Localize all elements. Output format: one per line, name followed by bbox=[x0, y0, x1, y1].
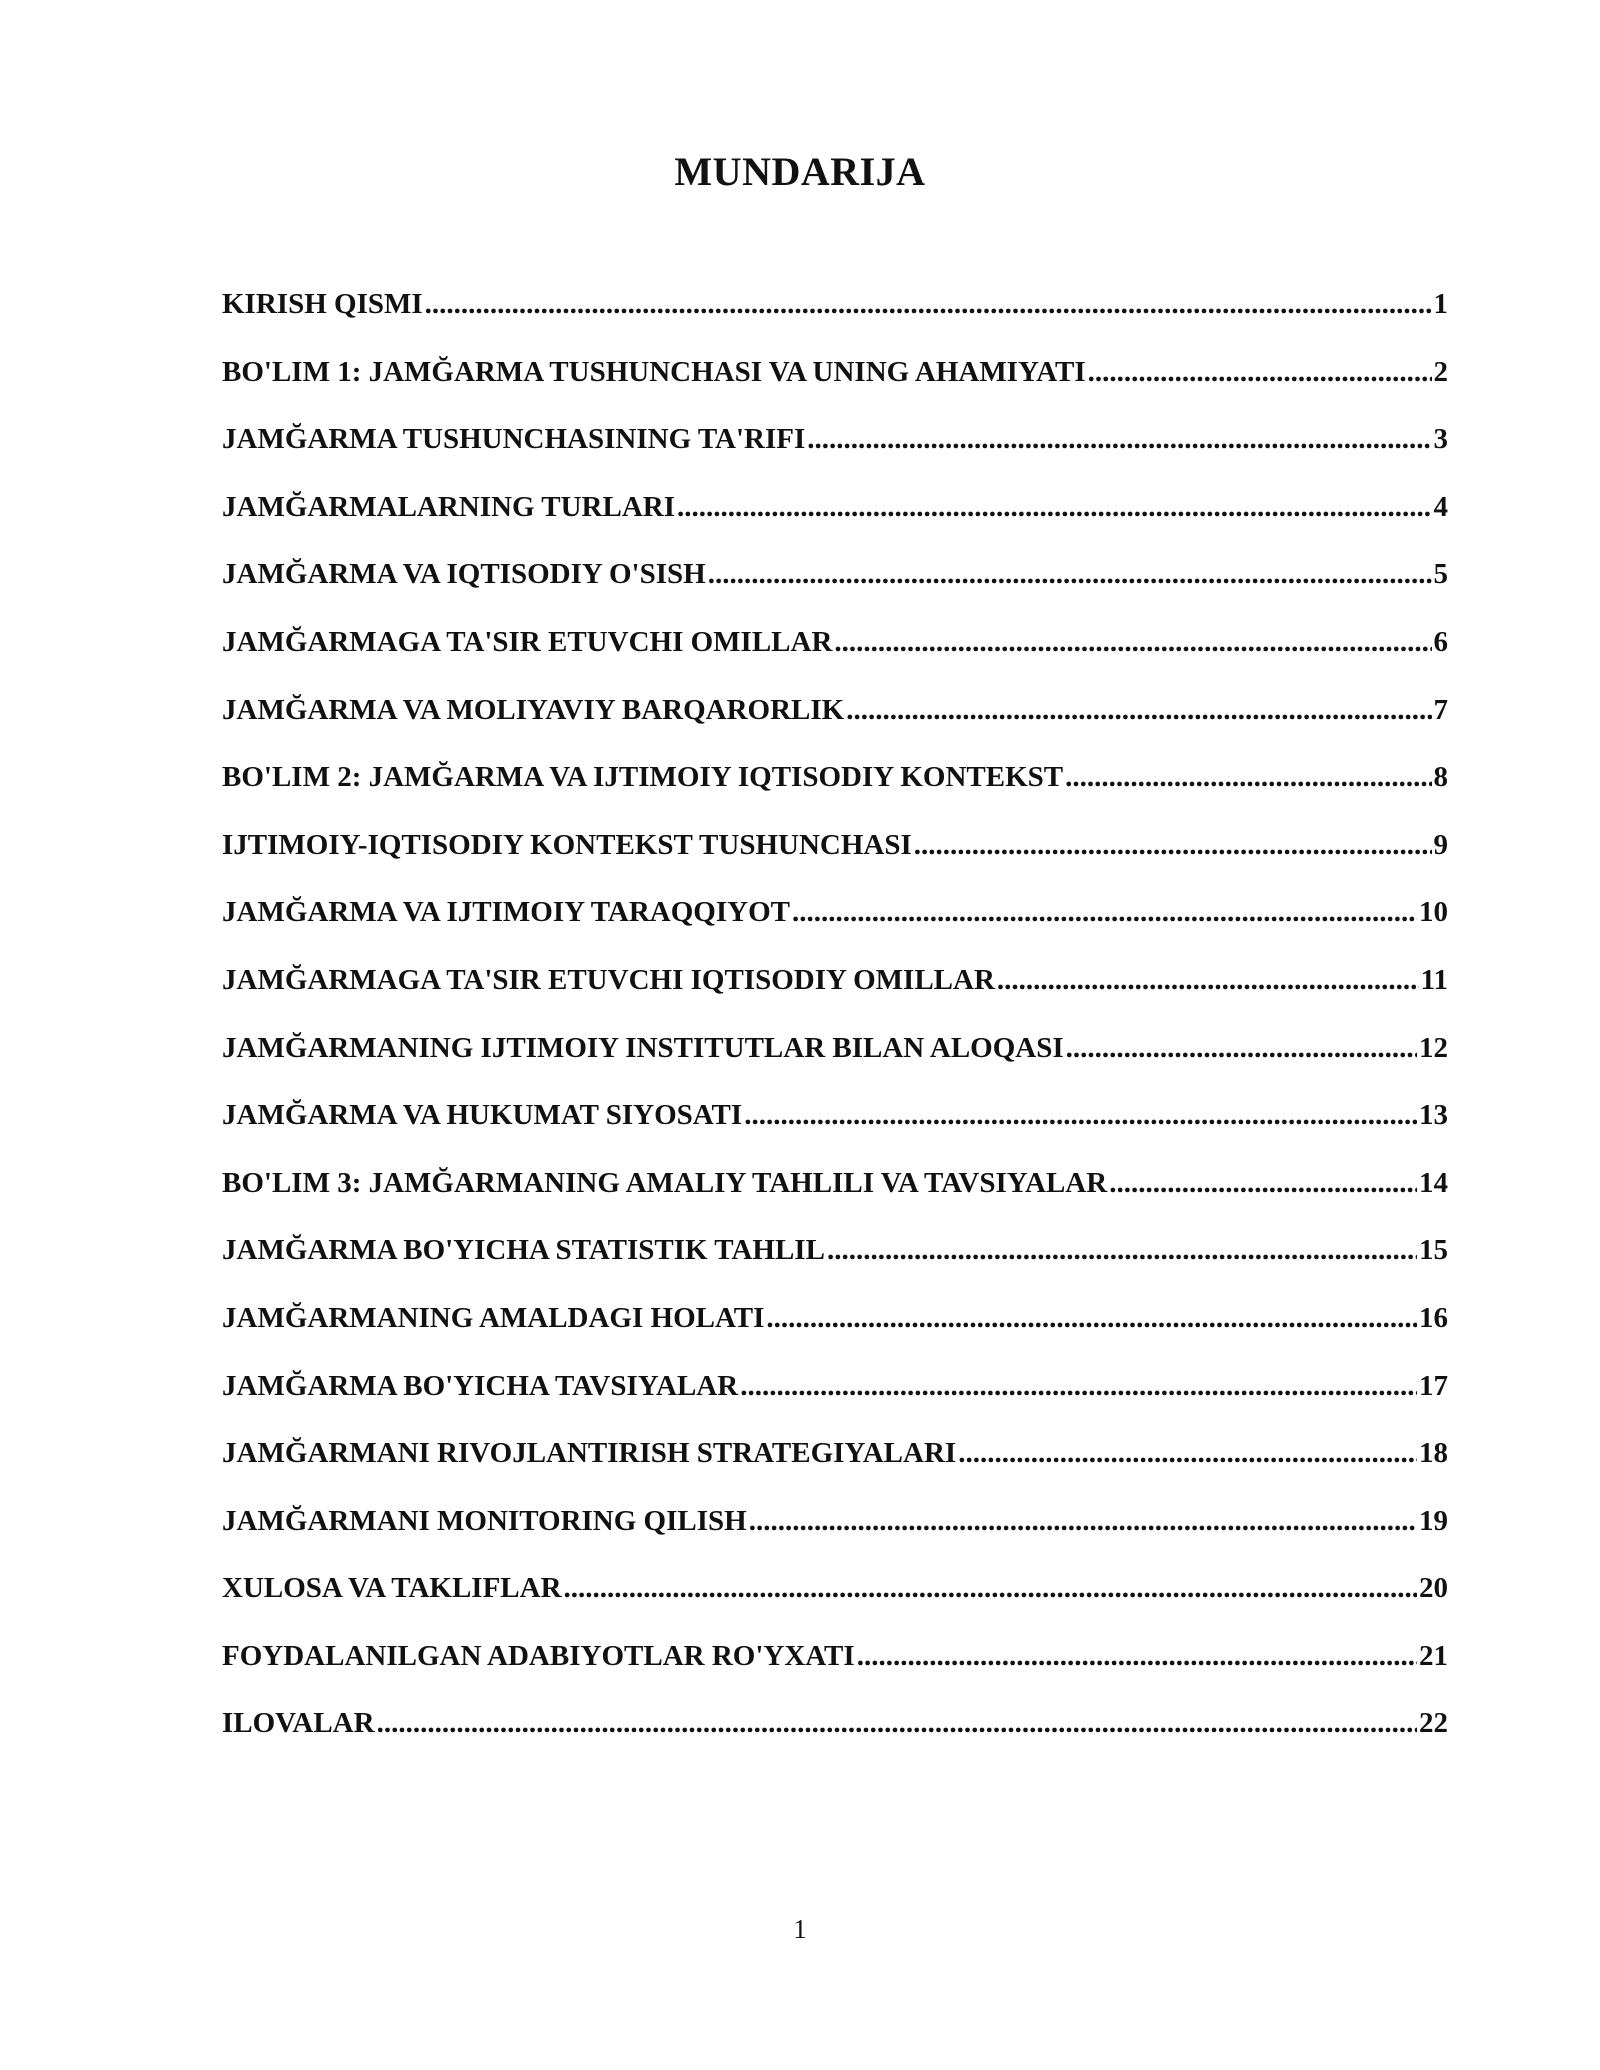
toc-entry[interactable] bbox=[222, 558, 1448, 626]
toc-entry-title: JAMĞARMA VA IQTISODIY O'SISH bbox=[222, 558, 706, 591]
toc-dot-leader bbox=[914, 829, 1432, 862]
toc-entry-page: 9 bbox=[1433, 828, 1448, 861]
toc-entry-title: JAMĞARMANI MONITORING QILISH bbox=[222, 1504, 747, 1537]
toc-entry-title: JAMĞARMALARNING TURLARI bbox=[222, 490, 675, 523]
toc-entry-page: 10 bbox=[1419, 896, 1448, 929]
toc-entry[interactable] bbox=[222, 1707, 1448, 1775]
toc-entry[interactable] bbox=[222, 694, 1448, 762]
toc-entry-page: 2 bbox=[1433, 355, 1448, 388]
toc-entry[interactable] bbox=[222, 1572, 1448, 1640]
toc-dot-leader bbox=[377, 1707, 1417, 1740]
toc-entry-title: JAMĞARMANI RIVOJLANTIRISH STRATEGIYALARI bbox=[222, 1437, 957, 1470]
toc-dot-leader bbox=[425, 288, 1432, 321]
toc-entry-page: 16 bbox=[1419, 1301, 1448, 1334]
toc-dot-leader bbox=[1109, 1167, 1417, 1200]
toc-entry-title: JAMĞARMA TUSHUNCHASINING TA'RIFI bbox=[222, 423, 806, 456]
toc-entry-title: ILOVALAR bbox=[222, 1707, 375, 1740]
toc-entry-title: IJTIMOIY-IQTISODIY KONTEKST TUSHUNCHASI bbox=[222, 828, 912, 861]
toc-entry-title: BO'LIM 3: JAMĞARMANING AMALIY TAHLILI VA TAVSIYALAR bbox=[222, 1166, 1108, 1199]
toc-dot-leader bbox=[997, 964, 1419, 997]
toc-entry-title: JAMĞARMA BO'YICHA TAVSIYALAR bbox=[222, 1369, 739, 1402]
toc-entry[interactable] bbox=[222, 1370, 1448, 1438]
toc-dot-leader bbox=[958, 1437, 1417, 1470]
toc-entry-page: 1 bbox=[1433, 288, 1448, 320]
toc-dot-leader bbox=[708, 558, 1432, 591]
toc-entry-page: 15 bbox=[1419, 1234, 1448, 1267]
toc-dot-leader bbox=[827, 1234, 1417, 1267]
toc-dot-leader bbox=[740, 1370, 1417, 1403]
toc-entry-title: JAMĞARMANING IJTIMOIY INSTITUTLAR BILAN ALOQASI bbox=[222, 1031, 1064, 1064]
toc-entry[interactable] bbox=[222, 1640, 1448, 1708]
toc-dot-leader bbox=[807, 423, 1431, 456]
toc-entry[interactable] bbox=[222, 1437, 1448, 1505]
toc-dot-leader bbox=[857, 1640, 1417, 1673]
toc-entry[interactable] bbox=[222, 288, 1448, 356]
toc-entry-title: JAMĞARMA VA MOLIYAVIY BARQARORLIK bbox=[222, 693, 845, 726]
toc-entry-page: 19 bbox=[1419, 1504, 1448, 1537]
toc-entry[interactable] bbox=[222, 1505, 1448, 1573]
toc-entry[interactable] bbox=[222, 423, 1448, 491]
toc-entry-page: 14 bbox=[1419, 1166, 1448, 1199]
toc-entry-title: FOYDALANILGAN ADABIYOTLAR RO'YXATI bbox=[222, 1639, 855, 1672]
toc-entry[interactable] bbox=[222, 896, 1448, 964]
toc-entry[interactable] bbox=[222, 1099, 1448, 1167]
page-title: MUNDARIJA bbox=[674, 149, 926, 194]
toc-dot-leader bbox=[792, 896, 1417, 929]
toc-entry-page: 22 bbox=[1419, 1707, 1448, 1740]
toc-dot-leader bbox=[744, 1099, 1417, 1132]
toc-entry-page: 7 bbox=[1433, 693, 1448, 726]
toc-entry-page: 11 bbox=[1420, 963, 1448, 996]
toc-dot-leader bbox=[834, 626, 1431, 659]
toc-entry[interactable] bbox=[222, 1234, 1448, 1302]
toc-entry-title: XULOSA VA TAKLIFLAR bbox=[222, 1572, 562, 1605]
toc-entry[interactable] bbox=[222, 1167, 1448, 1235]
toc-entry-title: JAMĞARMA BO'YICHA STATISTIK TAHLIL bbox=[222, 1234, 825, 1267]
toc-dot-leader bbox=[564, 1572, 1417, 1605]
toc-entry[interactable] bbox=[222, 491, 1448, 559]
toc-entry-title: BO'LIM 2: JAMĞARMA VA IJTIMOIY IQTISODIY KONTEKST bbox=[222, 761, 1064, 794]
toc-entry-page: 21 bbox=[1419, 1639, 1448, 1672]
toc-entry-title: BO'LIM 1: JAMĞARMA TUSHUNCHASI VA UNING AHAMIYATI bbox=[222, 355, 1086, 388]
toc-entry[interactable] bbox=[222, 1032, 1448, 1100]
toc-entry-page: 18 bbox=[1419, 1437, 1448, 1470]
toc-entry[interactable] bbox=[222, 1302, 1448, 1370]
toc-entry-title: KIRISH QISMI bbox=[222, 288, 423, 320]
toc-entry-page: 20 bbox=[1419, 1572, 1448, 1605]
toc-dot-leader bbox=[1066, 1032, 1417, 1065]
toc-entry-page: 12 bbox=[1419, 1031, 1448, 1064]
toc-entry-page: 4 bbox=[1433, 490, 1448, 523]
toc-entry-title: JAMĞARMAGA TA'SIR ETUVCHI OMILLAR bbox=[222, 625, 833, 658]
toc-entry-title: JAMĞARMANING AMALDAGI HOLATI bbox=[222, 1301, 765, 1334]
page-number: 1 bbox=[793, 1914, 807, 1944]
toc-entry[interactable] bbox=[222, 626, 1448, 694]
toc-entry[interactable] bbox=[222, 829, 1448, 897]
toc-dot-leader bbox=[677, 491, 1432, 524]
toc-dot-leader bbox=[1065, 761, 1431, 794]
toc-entry[interactable] bbox=[222, 356, 1448, 424]
toc-entry[interactable] bbox=[222, 761, 1448, 829]
toc-entry-page: 6 bbox=[1433, 625, 1448, 658]
toc-entry-page: 13 bbox=[1419, 1099, 1448, 1132]
toc-entry-title: JAMĞARMA VA IJTIMOIY TARAQQIYOT bbox=[222, 896, 790, 929]
toc-entry-title: JAMĞARMAGA TA'SIR ETUVCHI IQTISODIY OMILLAR bbox=[222, 963, 995, 996]
table-of-contents bbox=[222, 288, 1448, 1775]
toc-entry[interactable] bbox=[222, 964, 1448, 1032]
toc-entry-page: 8 bbox=[1433, 761, 1448, 794]
toc-entry-title: JAMĞARMA VA HUKUMAT SIYOSATI bbox=[222, 1099, 743, 1132]
toc-entry-page: 17 bbox=[1419, 1369, 1448, 1402]
toc-dot-leader bbox=[749, 1505, 1417, 1538]
toc-entry-page: 5 bbox=[1433, 558, 1448, 591]
toc-entry-page: 3 bbox=[1433, 423, 1448, 456]
toc-dot-leader bbox=[766, 1302, 1417, 1335]
toc-dot-leader bbox=[1088, 356, 1432, 389]
toc-dot-leader bbox=[846, 694, 1431, 727]
